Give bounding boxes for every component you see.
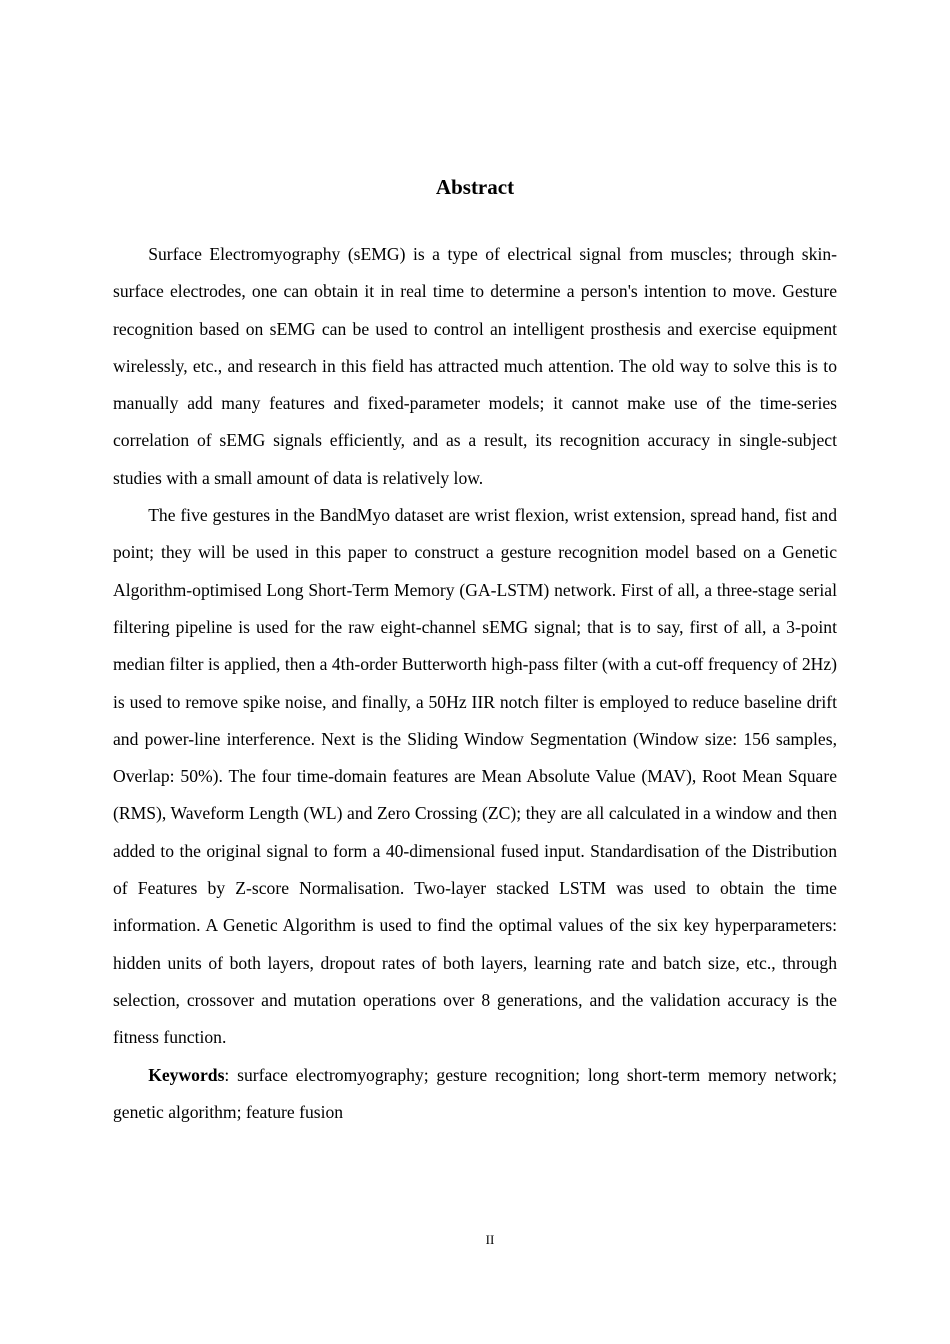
keywords-text: : surface electromyography; gesture recognition; long short-term memory network; genetic algorithm; feature fusion: [113, 1064, 837, 1122]
abstract-paragraph-2: The five gestures in the BandMyo dataset are wrist flexion, wrist extension, spread hand, fist and point; they will be used in this paper to construct a gesture recognition model based on a Genetic Algorithm-optimised Long Short-Term Memory (GA-LSTM) network. First of all, a three-stage serial filtering pipeline is used for the raw eight-channel sEMG signal; that is to say, first of all, a 3-point median filter is applied, then a 4th-order Butterworth high-pass filter (with a cut-off frequency of 2Hz) is used to remove spike noise, and finally, a 50Hz IIR notch filter is employed to reduce baseline drift and power-line interference. Next is the Sliding Window Segmentation (Window size: 156 samples, Overlap: 50%). The four time-domain features are Mean Absolute Value (MAV), Root Mean Square (RMS), Waveform Length (WL) and Zero Crossing (ZC); they are all calculated in a window and then added to the original signal to form a 40-dimensional fused input. Standardisation of the Distribution of Features by Z-score Normalisation. Two-layer stacked LSTM was used to obtain the time information. A Genetic Algorithm is used to find the optimal values of the six key hyperparameters: hidden units of both layers, dropout rates of both layers, learning rate and batch size, etc., through selection, crossover and mutation operations over 8 generations, and the validation accuracy is the fitness function.: [113, 505, 837, 1048]
keywords-label: Keywords: [148, 1064, 225, 1085]
keywords-line: [113, 1057, 837, 1132]
page-number: II: [485, 1232, 495, 1247]
abstract-paragraph-1: Surface Electromyography (sEMG) is a type of electrical signal from muscles; through skin-surface electrodes, one can obtain it in real time to determine a person's intention to move. Gesture recognition based on sEMG can be used to control an intelligent prosthesis and exercise equipment wirelessly, etc., and research in this field has attracted much attention. The old way to solve this is to manually add many features and fixed-parameter models; it cannot make use of the time-series correlation of sEMG signals efficiently, and as a result, its recognition accuracy in single-subject studies with a small amount of data is relatively low.: [113, 244, 837, 488]
abstract-title: Abstract: [435, 175, 515, 199]
abstract-body: [113, 236, 837, 1131]
